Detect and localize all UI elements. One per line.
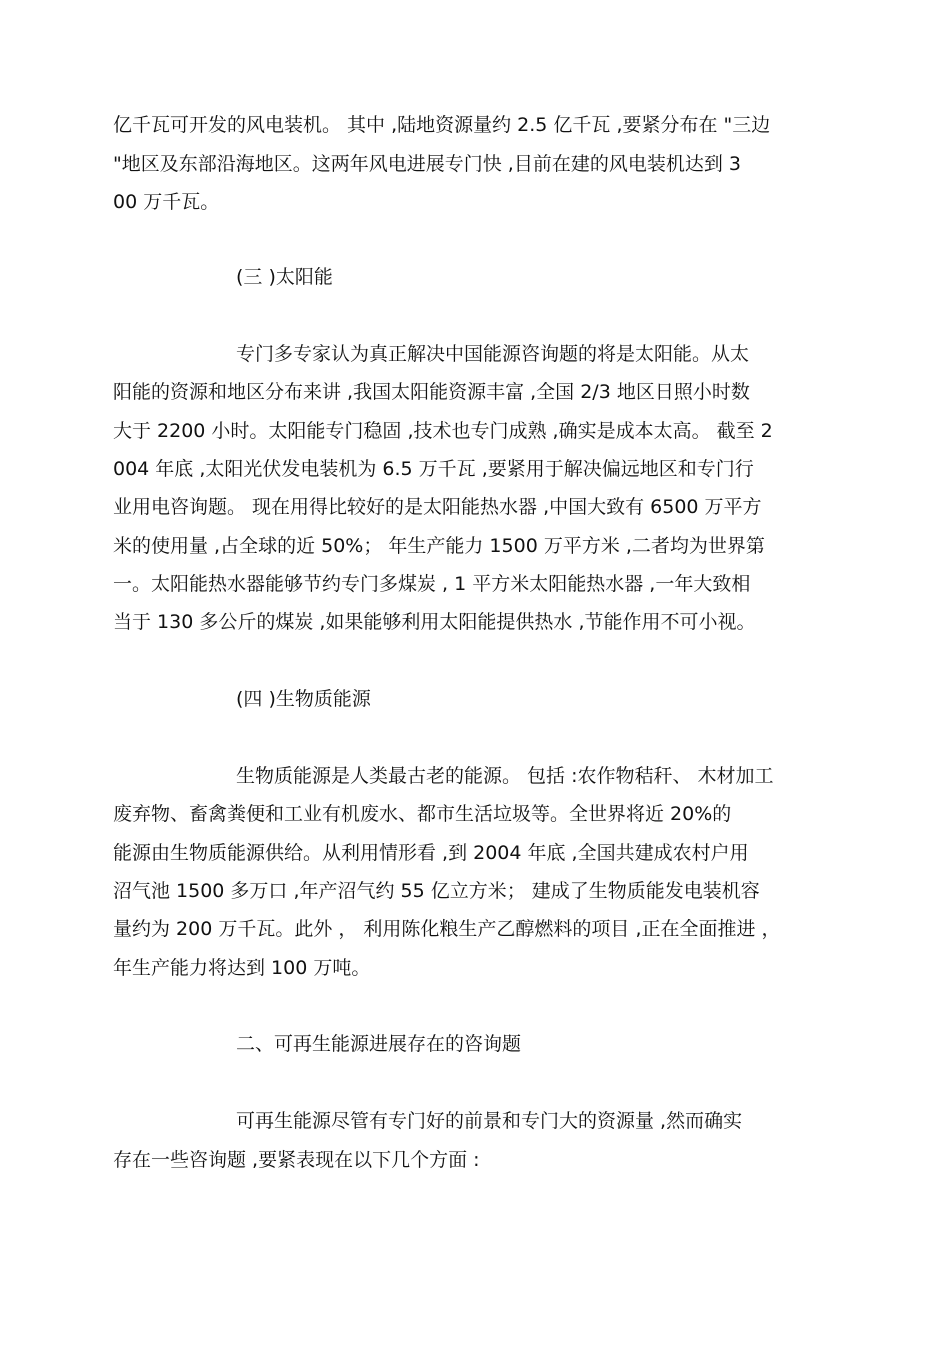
solar-line-4: 004 年底 ,太阳光伏发电装机为 6.5 万千瓦 ,要紧用于解决偏远地区和专门行 xyxy=(113,458,754,480)
biomass-heading: (四 )生物质能源 xyxy=(236,688,371,710)
problems-line-2: 存在一些咨询题 ,要紧表现在以下几个方面 : xyxy=(113,1149,480,1171)
solar-line-5: 业用电咨询题。 现在用得比较好的是太阳能热水器 ,中国大致有 6500 万平方 xyxy=(113,496,762,518)
biomass-line-6: 年生产能力将达到 100 万吨。 xyxy=(113,957,371,979)
biomass-line-4: 沼气池 1500 多万口 ,年产沼气约 55 亿立方米； 建成了生物质能发电装机容 xyxy=(113,880,760,902)
solar-line-2: 阳能的资源和地区分布来讲 ,我国太阳能资源丰富 ,全国 2/3 地区日照小时数 xyxy=(113,381,750,403)
solar-heading: (三 )太阳能 xyxy=(236,266,333,288)
wind-line-1: 亿千瓦可开发的风电装机。 其中 ,陆地资源量约 2.5 亿千瓦 ,要紧分布在 "三边 xyxy=(113,114,771,136)
problems-line-1: 可再生能源尽管有专门好的前景和专门大的资源量 ,然而确实 xyxy=(236,1110,743,1132)
solar-line-1: 专门多专家认为真正解决中国能源咨询题的将是太阳能。从太 xyxy=(236,343,750,365)
biomass-line-2: 废弃物、畜禽粪便和工业有机废水、都市生活垃圾等。全世界将近 20%的 xyxy=(113,803,732,825)
wind-line-3: 00 万千瓦。 xyxy=(113,191,220,213)
wind-line-2: "地区及东部沿海地区。这两年风电进展专门快 ,目前在建的风电装机达到 3 xyxy=(113,153,741,175)
solar-line-8: 当于 130 多公斤的煤炭 ,如果能够利用太阳能提供热水 ,节能作用不可小视。 xyxy=(113,611,756,633)
solar-line-6: 米的使用量 ,占全球的近 50%； 年生产能力 1500 万平方米 ,二者均为世界第 xyxy=(113,535,765,557)
solar-line-7: 一。太阳能热水器能够节约专门多煤炭 , 1 平方米太阳能热水器 ,一年大致相 xyxy=(113,573,751,595)
problems-heading: 二、可再生能源进展存在的咨询题 xyxy=(236,1033,522,1055)
biomass-line-5: 量约为 200 万千瓦。此外 ， 利用陈化粮生产乙醇燃料的项目 ,正在全面推进 ， xyxy=(113,918,781,940)
biomass-line-1: 生物质能源是人类最古老的能源。 包括 :农作物秸秆、 木材加工 xyxy=(236,765,774,787)
biomass-line-3: 能源由生物质能源供给。从利用情形看 ,到 2004 年底 ,全国共建成农村户用 xyxy=(113,842,749,864)
solar-line-3: 大于 2200 小时。太阳能专门稳固 ,技术也专门成熟 ,确实是成本太高。 截至 2 xyxy=(113,420,773,442)
